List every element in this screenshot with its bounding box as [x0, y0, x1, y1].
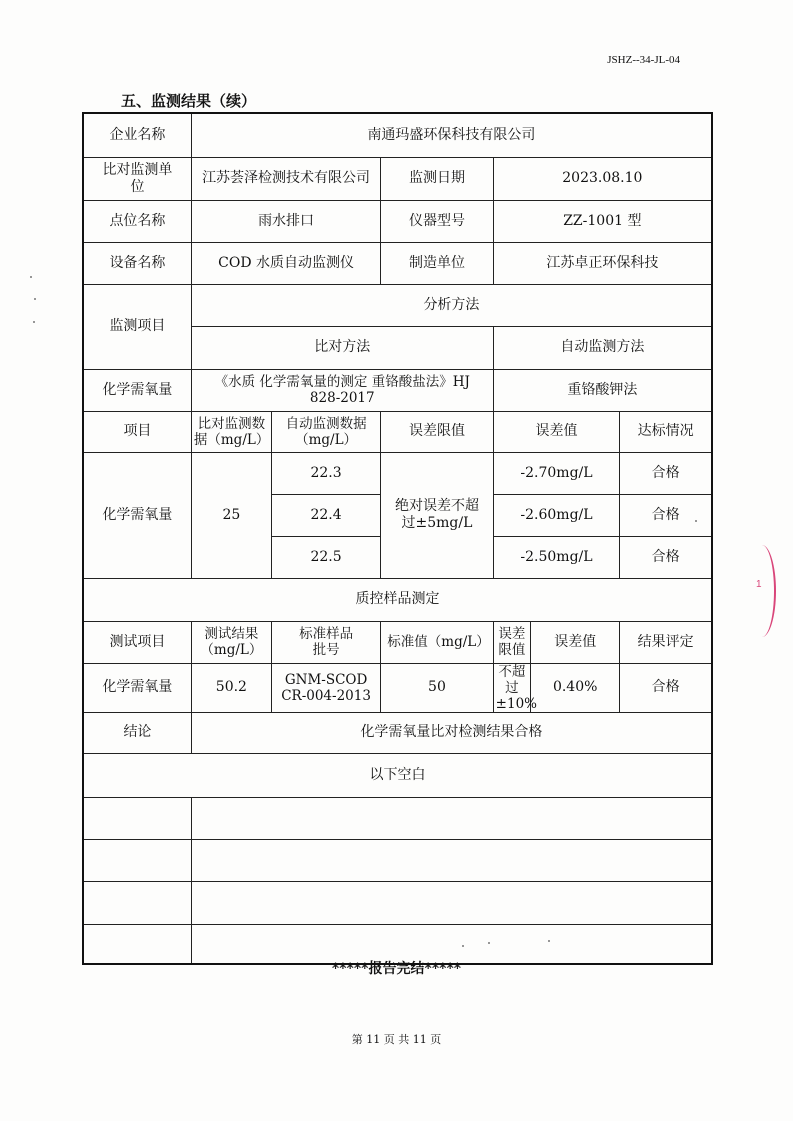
compare-unit-label: 比对监测单位 — [83, 157, 191, 200]
result-error-value: -2.70mg/L — [493, 452, 620, 494]
qc-data-row — [83, 663, 712, 712]
result-auto-value: 22.5 — [271, 536, 380, 578]
scan-speck — [695, 520, 697, 522]
document-code: JSHZ--34-JL-04 — [607, 54, 680, 66]
analysis-method-label: 分析方法 — [191, 284, 712, 326]
compare-method-value: 《水质 化学需氧量的测定 重铬酸盐法》HJ 828-2017 — [191, 369, 493, 411]
qc-result: 50.2 — [191, 663, 271, 712]
results-header-item: 项目 — [83, 411, 191, 452]
result-error-value: -2.50mg/L — [493, 536, 620, 578]
scan-speck — [34, 298, 36, 300]
empty-row — [83, 839, 712, 881]
point-label: 点位名称 — [83, 200, 191, 242]
qc-header-batch: 标准样品批号 — [271, 621, 380, 663]
scan-speck — [462, 945, 464, 947]
qc-header-eval: 结果评定 — [620, 621, 712, 663]
point-row — [83, 200, 712, 242]
method-cod-label: 化学需氧量 — [83, 369, 191, 411]
result-status: 合格 — [620, 494, 712, 536]
results-header-error: 误差值 — [493, 411, 620, 452]
company-label: 企业名称 — [83, 113, 191, 157]
point-value: 雨水排口 — [191, 200, 380, 242]
qc-error: 0.40% — [531, 663, 620, 712]
qc-standard: 50 — [381, 663, 493, 712]
result-error-value: -2.60mg/L — [493, 494, 620, 536]
qc-title-row — [83, 578, 712, 621]
conclusion-value: 化学需氧量比对检测结果合格 — [191, 712, 712, 753]
section-title: 五、监测结果（续） — [121, 92, 257, 110]
results-header-row — [83, 411, 712, 452]
result-compare-value: 25 — [191, 452, 271, 578]
company-row — [83, 113, 712, 157]
report-end-marker: *****报告完结***** — [331, 961, 462, 977]
compare-unit-value: 江苏荟泽检测技术有限公司 — [191, 157, 380, 200]
blank-note-row — [83, 753, 712, 797]
scan-speck — [488, 942, 490, 944]
maker-value: 江苏卓正环保科技 — [493, 242, 712, 284]
qc-header-row — [83, 621, 712, 663]
stamp-text: 1 — [756, 579, 762, 590]
seam-seal-stamp — [748, 545, 776, 637]
auto-method-label: 自动监测方法 — [493, 326, 712, 369]
model-label: 仪器型号 — [381, 200, 493, 242]
result-auto-value: 22.3 — [271, 452, 380, 494]
qc-header-error: 误差值 — [531, 621, 620, 663]
device-label: 设备名称 — [83, 242, 191, 284]
empty-row — [83, 881, 712, 924]
company-value: 南通玛盛环保科技有限公司 — [191, 113, 712, 157]
compare-method-label: 比对方法 — [191, 326, 493, 369]
qc-header-limit: 误差限值 — [493, 621, 530, 663]
result-error-limit: 绝对误差不超过±5mg/L — [381, 452, 493, 578]
method-value-row — [83, 369, 712, 411]
blank-note: 以下空白 — [83, 753, 712, 797]
results-header-limit: 误差限值 — [381, 411, 493, 452]
qc-limit: 不超过±10% — [493, 663, 530, 712]
date-label: 监测日期 — [381, 157, 493, 200]
conclusion-label: 结论 — [83, 712, 191, 753]
qc-title: 质控样品测定 — [83, 578, 712, 621]
result-status: 合格 — [620, 452, 712, 494]
result-row — [83, 452, 712, 494]
qc-item: 化学需氧量 — [83, 663, 191, 712]
device-value: COD 水质自动监测仪 — [191, 242, 380, 284]
results-header-compare: 比对监测数据（mg/L） — [191, 411, 271, 452]
monitoring-results-table — [82, 112, 713, 965]
results-header-auto: 自动监测数据（mg/L） — [271, 411, 380, 452]
qc-header-item: 测试项目 — [83, 621, 191, 663]
device-row — [83, 242, 712, 284]
date-value: 2023.08.10 — [493, 157, 712, 200]
qc-batch: GNM-SCOD CR-004-2013 — [271, 663, 380, 712]
page-number: 第 11 页 共 11 页 — [351, 1033, 442, 1046]
model-value: ZZ-1001 型 — [493, 200, 712, 242]
maker-label: 制造单位 — [381, 242, 493, 284]
auto-method-value: 重铬酸钾法 — [493, 369, 712, 411]
method-header-row — [83, 284, 712, 326]
compare-unit-row — [83, 157, 712, 200]
scan-speck — [548, 940, 550, 942]
scan-speck — [33, 321, 35, 323]
results-header-status: 达标情况 — [620, 411, 712, 452]
qc-eval: 合格 — [620, 663, 712, 712]
qc-header-result: 测试结果（mg/L） — [191, 621, 271, 663]
conclusion-row — [83, 712, 712, 753]
qc-header-standard: 标准值（mg/L） — [381, 621, 493, 663]
result-item: 化学需氧量 — [83, 452, 191, 578]
result-auto-value: 22.4 — [271, 494, 380, 536]
result-status: 合格 — [620, 536, 712, 578]
monitoring-item-label: 监测项目 — [83, 284, 191, 369]
scan-speck — [30, 276, 32, 278]
empty-row — [83, 797, 712, 839]
